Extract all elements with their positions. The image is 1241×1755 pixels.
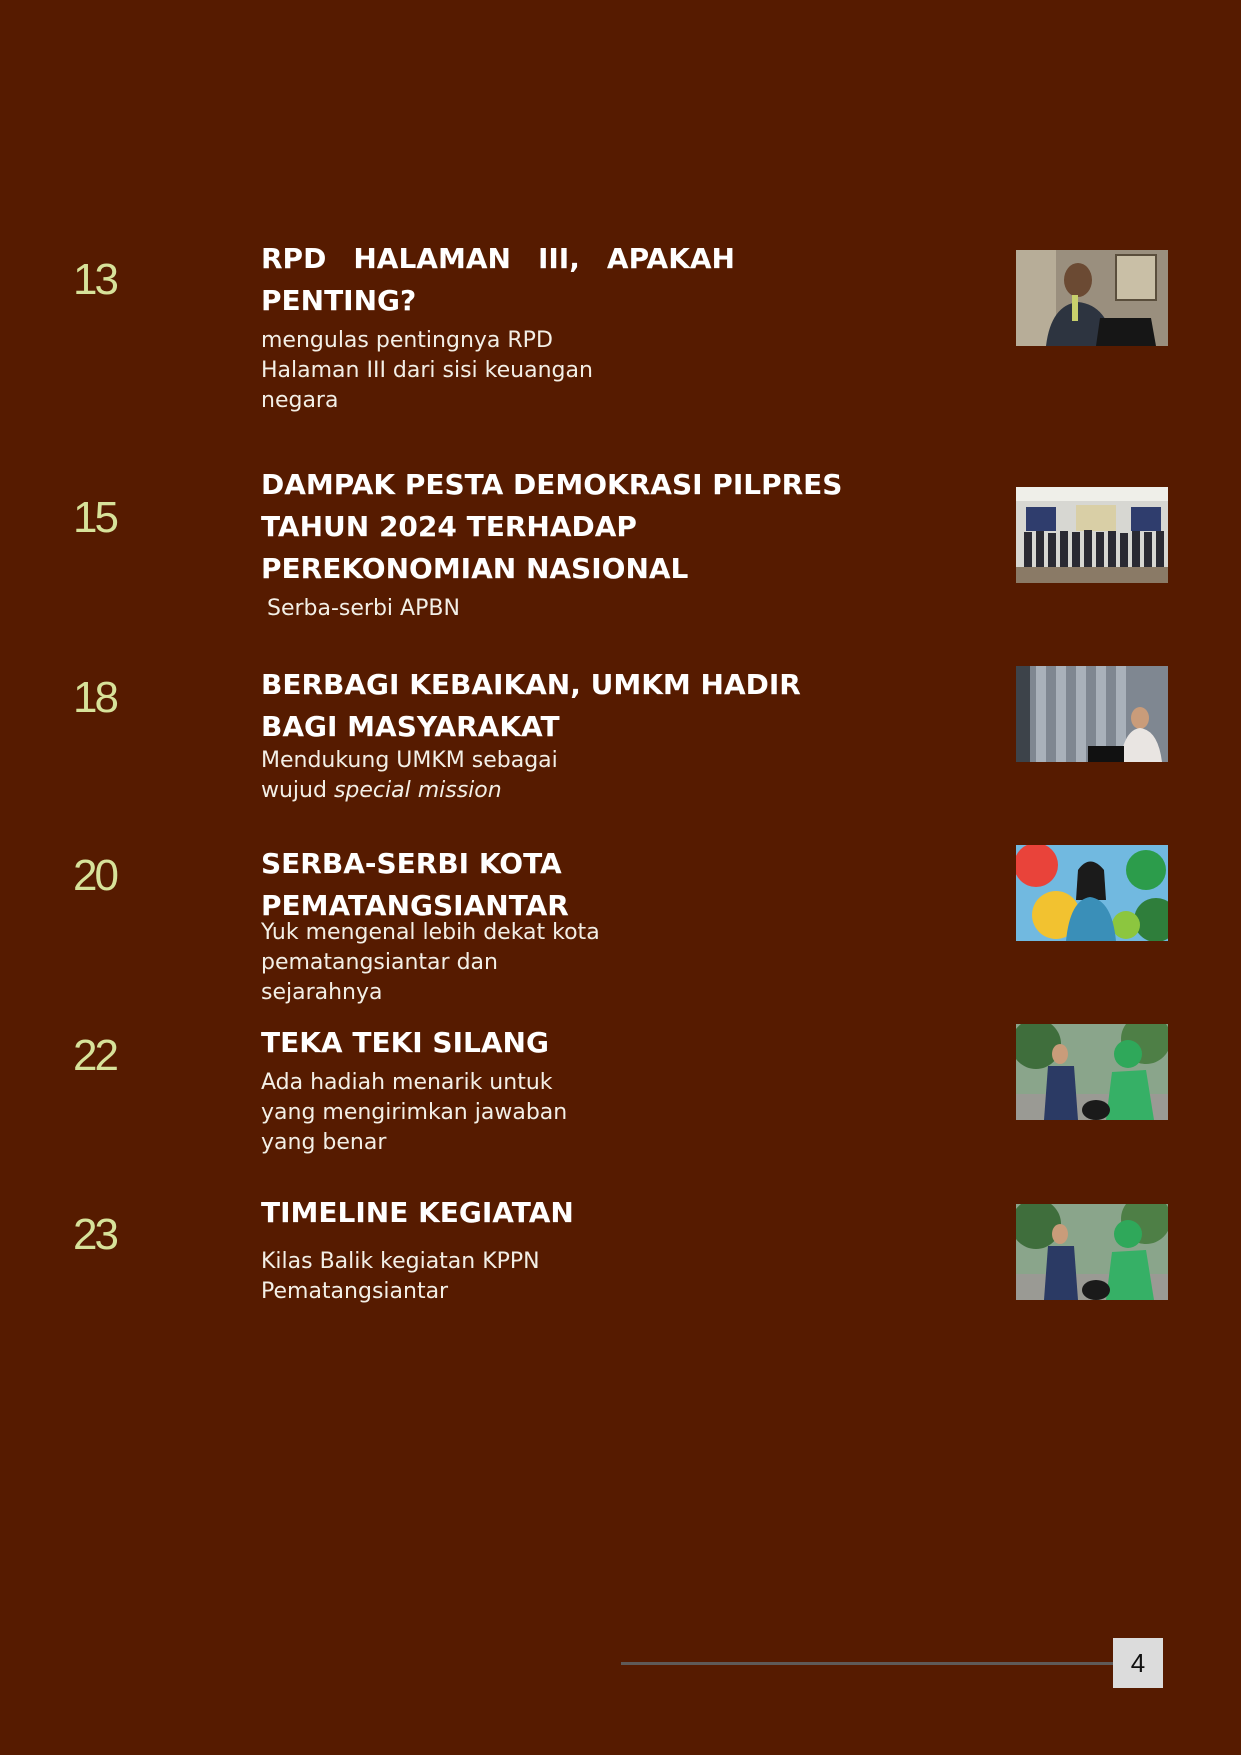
thumbnail-delivery-photo (1016, 1204, 1168, 1300)
page-number: 18 (73, 673, 116, 722)
title-line: BAGI MASYARAKAT (261, 710, 560, 743)
title-line: PEMATANGSIANTAR (261, 889, 569, 922)
footer-divider (621, 1662, 1113, 1665)
thumbnail-speaker-photo (1016, 250, 1168, 346)
description-text: Mendukung UMKM sebagai wujud (261, 748, 558, 803)
page-number: 13 (73, 255, 116, 304)
thumbnail-mural-photo (1016, 845, 1168, 941)
title-line: RPD HALAMAN III, APAKAH (261, 242, 735, 275)
entry-description: Kilas Balik kegiatan KPPN Pematangsiantar (261, 1249, 540, 1304)
title-line: TEKA TEKI SILANG (261, 1026, 549, 1059)
thumbnail-delivery-photo (1016, 1024, 1168, 1120)
page-number: 23 (73, 1210, 116, 1259)
page-number: 22 (73, 1031, 116, 1080)
entry-description: mengulas pentingnya RPD Halaman III dari sisi keuangan negara (261, 328, 593, 413)
title-line: TAHUN 2024 TERHADAP (261, 510, 637, 543)
footer-page-number: 4 (1113, 1638, 1163, 1688)
entry-description (261, 746, 581, 806)
entry-title (261, 464, 842, 590)
title-line: DAMPAK PESTA DEMOKRASI PILPRES (261, 468, 843, 501)
entry-title (261, 280, 416, 322)
page-number: 15 (73, 493, 116, 542)
thumbnail-group-photo (1016, 487, 1168, 583)
title-line: SERBA-SERBI KOTA (261, 847, 562, 880)
thumbnail-presenter-photo (1016, 666, 1168, 762)
entry-description: Ada hadiah menarik untuk yang mengirimkan jawaban yang benar (261, 1070, 568, 1155)
page-number: 20 (73, 851, 116, 900)
title-line: PENTING? (261, 284, 417, 317)
entry-title (261, 664, 801, 748)
entry-title (261, 843, 569, 927)
entry-description: Yuk mengenal lebih dekat kota pematangsiantar dan sejarahnya (261, 920, 600, 1005)
description-italic-text: special mission (333, 778, 502, 803)
entry-title (261, 238, 735, 280)
title-line: BERBAGI KEBAIKAN, UMKM HADIR (261, 668, 801, 701)
entry-title (261, 1192, 574, 1234)
entry-title (261, 1022, 549, 1064)
title-line: TIMELINE KEGIATAN (261, 1196, 574, 1229)
title-line: PEREKONOMIAN NASIONAL (261, 552, 689, 585)
entry-description: Serba-serbi APBN (267, 596, 460, 621)
